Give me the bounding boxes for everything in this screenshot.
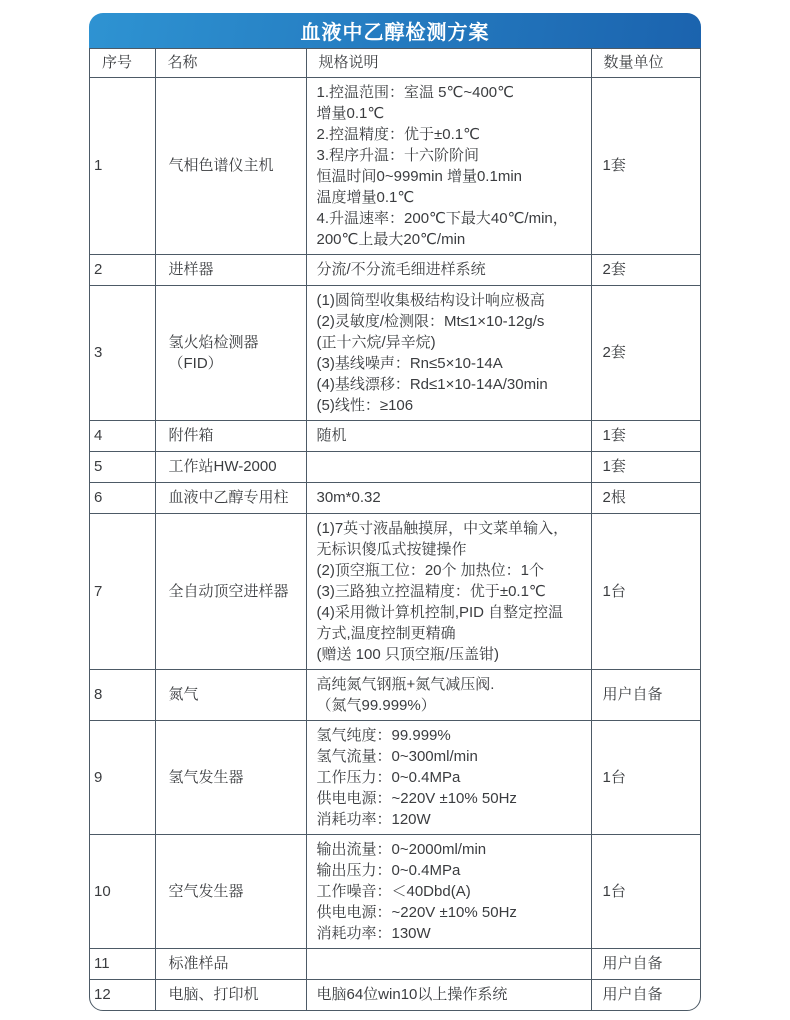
table-row <box>90 513 700 669</box>
cell-spec <box>306 254 591 285</box>
spec-line: (2)灵敏度/检测限：Mt≤1×10-12g/s <box>316 312 545 330</box>
spec-line: (2)顶空瓶工位：20个 加热位：1个 <box>316 561 545 579</box>
cell-serial: 9 <box>90 720 155 834</box>
header-qty: 数量单位 <box>591 49 700 77</box>
table-row <box>90 420 700 451</box>
cell-name: 电脑、打印机 <box>155 979 306 1010</box>
cell-spec <box>306 669 591 720</box>
spec-line: (1)圆筒型收集极结构设计响应极高 <box>316 291 545 309</box>
table-row <box>90 285 700 420</box>
page-title: 血液中乙醇检测方案 <box>300 22 490 44</box>
cell-name: 全自动顶空进样器 <box>155 513 306 669</box>
header-row <box>90 49 700 77</box>
spec-line: 无标识傻瓜式按键操作 <box>316 540 467 558</box>
spec-line: （氮气99.999%） <box>316 696 436 714</box>
cell-serial: 11 <box>90 948 155 979</box>
spec-line: 温度增量0.1℃ <box>316 188 415 206</box>
cell-serial: 7 <box>90 513 155 669</box>
spec-line: (3)基线噪声：Rn≤5×10-14A <box>316 354 503 372</box>
cell-qty: 用户自备 <box>591 948 700 979</box>
spec-line: 工作噪音：＜40Dbd(A) <box>316 882 471 900</box>
cell-spec <box>306 513 591 669</box>
spec-line: 4.升温速率：200℃下最大40℃/min， <box>316 209 568 227</box>
cell-spec <box>306 948 591 979</box>
cell-qty: 用户自备 <box>591 979 700 1010</box>
spec-line: 高纯氮气钢瓶+氮气减压阀. <box>316 675 495 693</box>
cell-spec <box>306 420 591 451</box>
cell-serial: 10 <box>90 834 155 948</box>
spec-line: 供电电源：~220V ±10% 50Hz <box>316 789 517 807</box>
spec-line: 随机 <box>316 427 347 444</box>
cell-qty: 1台 <box>591 513 700 669</box>
cell-qty: 1台 <box>591 720 700 834</box>
spec-line: 2.控温精度：优于±0.1℃ <box>316 125 480 143</box>
cell-serial: 4 <box>90 420 155 451</box>
spec-line: 消耗功率：130W <box>316 924 431 942</box>
cell-serial: 1 <box>90 77 155 254</box>
table-body <box>90 77 700 1010</box>
spec-line: 电脑64位win10以上操作系统 <box>316 986 508 1004</box>
cell-qty: 1台 <box>591 834 700 948</box>
cell-name: 气相色谱仪主机 <box>155 77 306 254</box>
spec-line: 供电电源：~220V ±10% 50Hz <box>316 903 517 921</box>
header-serial: 序号 <box>90 49 155 77</box>
spec-line: 30m*0.32 <box>316 489 381 506</box>
cell-serial: 12 <box>90 979 155 1010</box>
cell-name: 工作站HW-2000 <box>155 451 306 482</box>
cell-name: 氮气 <box>155 669 306 720</box>
spec-line: 分流/不分流毛细进样系统 <box>316 261 486 278</box>
spec-line: 200℃上最大20℃/min <box>316 230 466 248</box>
table-row <box>90 451 700 482</box>
title-bar <box>89 13 701 48</box>
spec-line: (5)线性：≥106 <box>316 396 414 414</box>
spec-line: (1)7英寸液晶触摸屏，中文菜单输入， <box>316 519 569 537</box>
header-name: 名称 <box>155 49 306 77</box>
cell-spec <box>306 720 591 834</box>
cell-spec <box>306 482 591 513</box>
spec-line: (4)基线漂移：Rd≤1×10-14A/30min <box>316 375 548 393</box>
cell-name: 空气发生器 <box>155 834 306 948</box>
spec-line: (赠送 100 只顶空瓶/压盖钳) <box>316 645 500 663</box>
cell-spec <box>306 451 591 482</box>
cell-qty: 1套 <box>591 77 700 254</box>
spec-line: 消耗功率：120W <box>316 810 431 828</box>
cell-name: 氢火焰检测器（FID） <box>155 285 306 420</box>
cell-qty: 用户自备 <box>591 669 700 720</box>
spec-line: 氢气纯度：99.999% <box>316 726 451 744</box>
cell-name: 进样器 <box>155 254 306 285</box>
cell-spec <box>306 285 591 420</box>
cell-qty: 2根 <box>591 482 700 513</box>
spec-line: 方式,温度控制更精确 <box>316 624 456 642</box>
cell-spec <box>306 834 591 948</box>
header-spec: 规格说明 <box>306 49 591 77</box>
spec-line: 氢气流量：0~300ml/min <box>316 747 478 765</box>
spec-line: 工作压力：0~0.4MPa <box>316 768 461 786</box>
cell-qty: 2套 <box>591 285 700 420</box>
spec-line: 3.程序升温：十六阶阶间 <box>316 146 480 164</box>
table-row <box>90 720 700 834</box>
spec-line: 恒温时间0~999min 增量0.1min <box>316 167 522 185</box>
spec-panel <box>89 13 701 1011</box>
cell-serial: 8 <box>90 669 155 720</box>
spec-line: 输出压力：0~0.4MPa <box>316 861 461 879</box>
spec-table-wrap <box>89 48 701 1011</box>
spec-line: (4)采用微计算机控制,PID 自整定控温 <box>316 603 564 621</box>
cell-serial: 5 <box>90 451 155 482</box>
spec-table <box>90 49 700 1010</box>
cell-qty: 2套 <box>591 254 700 285</box>
cell-name: 氢气发生器 <box>155 720 306 834</box>
cell-spec <box>306 979 591 1010</box>
table-row <box>90 254 700 285</box>
cell-serial: 2 <box>90 254 155 285</box>
cell-qty: 1套 <box>591 420 700 451</box>
cell-name: 附件箱 <box>155 420 306 451</box>
spec-line: 输出流量：0~2000ml/min <box>316 840 487 858</box>
table-row <box>90 669 700 720</box>
cell-serial: 3 <box>90 285 155 420</box>
cell-qty: 1套 <box>591 451 700 482</box>
cell-serial: 6 <box>90 482 155 513</box>
spec-line: (3)三路独立控温精度：优于±0.1℃ <box>316 582 546 600</box>
spec-line: (正十六烷/异辛烷) <box>316 333 436 351</box>
table-row <box>90 834 700 948</box>
spec-line: 1.控温范围：室温 5℃~400℃ <box>316 83 514 101</box>
spec-line: 增量0.1℃ <box>316 104 385 122</box>
cell-name: 血液中乙醇专用柱 <box>155 482 306 513</box>
table-row <box>90 482 700 513</box>
table-row <box>90 77 700 254</box>
cell-name: 标准样品 <box>155 948 306 979</box>
table-row <box>90 948 700 979</box>
table-row <box>90 979 700 1010</box>
cell-spec <box>306 77 591 254</box>
